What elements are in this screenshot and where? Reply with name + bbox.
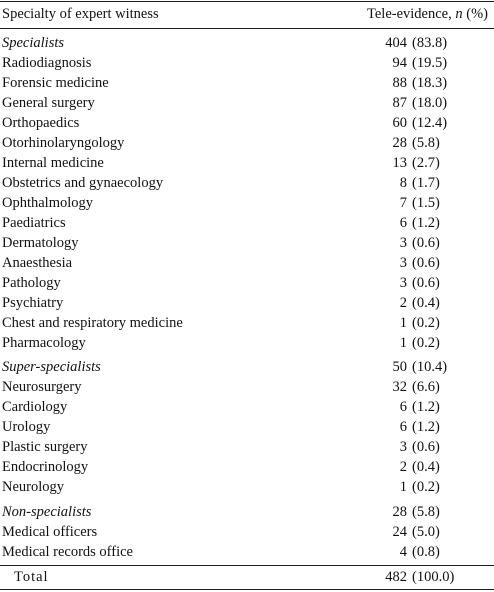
total-percent: (100.0) (412, 569, 455, 585)
specialty-label: Ophthalmology (2, 195, 94, 211)
count-value: 24 (392, 524, 407, 540)
total-row (0, 567, 494, 587)
table-row (0, 193, 494, 213)
table-row (0, 437, 494, 457)
count-value: 88 (392, 75, 407, 91)
top-rule (0, 1, 494, 2)
group-label: Super-specialists (2, 359, 101, 375)
table-row (0, 313, 494, 333)
group-label: Non-specialists (2, 504, 92, 520)
percent-value: (19.5) (412, 55, 448, 71)
count-value: 4 (399, 544, 407, 560)
total-label: Total (14, 569, 49, 585)
percent-value: (0.4) (412, 459, 440, 475)
count-value: 6 (399, 399, 407, 415)
specialty-label: Neurology (2, 479, 65, 495)
table-row (0, 477, 494, 497)
total-rule (0, 565, 494, 566)
specialty-label: Orthopaedics (2, 115, 80, 131)
percent-value: (0.4) (412, 295, 440, 311)
table-row (0, 213, 494, 233)
specialty-label: Anaesthesia (2, 255, 73, 271)
percent-value: (0.6) (412, 275, 440, 291)
specialty-label: Radiodiagnosis (2, 55, 92, 71)
count-value: 3 (399, 235, 407, 251)
percent-value: (6.6) (412, 379, 440, 395)
percent-value: (0.2) (412, 315, 440, 331)
specialty-label: Medical officers (2, 524, 98, 540)
count-value: 87 (392, 95, 407, 111)
specialty-label: Internal medicine (2, 155, 104, 171)
total-count: 482 (385, 569, 407, 585)
count-value: 3 (399, 255, 407, 271)
percent-value: (1.2) (412, 215, 440, 231)
group-count: 404 (385, 35, 407, 51)
count-value: 2 (399, 459, 407, 475)
specialty-label: Endocrinology (2, 459, 89, 475)
table-row (0, 522, 494, 542)
percent-value: (5.0) (412, 524, 440, 540)
table-row (0, 233, 494, 253)
percent-value: (1.5) (412, 195, 440, 211)
specialty-label: Pathology (2, 275, 61, 291)
specialty-column-header: Specialty of expert witness (2, 6, 159, 22)
table-row (0, 273, 494, 293)
count-value: 28 (392, 135, 407, 151)
percent-value: (0.8) (412, 544, 440, 560)
group-row-non-specialists (0, 502, 494, 522)
specialty-label: Medical records office (2, 544, 133, 560)
percent-value: (5.8) (412, 135, 440, 151)
table-row (0, 397, 494, 417)
table-row (0, 293, 494, 313)
percent-value: (1.2) (412, 399, 440, 415)
count-value: 1 (399, 315, 407, 331)
table-row (0, 153, 494, 173)
table-row (0, 542, 494, 562)
group-row-specialists (0, 33, 494, 53)
count-value: 3 (399, 439, 407, 455)
percent-value: (18.3) (412, 75, 448, 91)
tele-evidence-column-header: Tele-evidence, n (%) (367, 6, 488, 22)
count-value: 7 (399, 195, 407, 211)
specialty-label: Psychiatry (2, 295, 64, 311)
percent-value: (0.6) (412, 255, 440, 271)
table-row (0, 377, 494, 397)
group-count: 50 (392, 359, 407, 375)
percent-value: (0.2) (412, 479, 440, 495)
table-row (0, 113, 494, 133)
table-row (0, 417, 494, 437)
table-row (0, 457, 494, 477)
specialty-label: Cardiology (2, 399, 68, 415)
specialty-label: Urology (2, 419, 51, 435)
group-row-super-specialists (0, 357, 494, 377)
header-rule (0, 28, 494, 29)
table-row (0, 53, 494, 73)
count-value: 94 (392, 55, 407, 71)
table-row (0, 333, 494, 353)
percent-value: (18.0) (412, 95, 448, 111)
count-value: 13 (392, 155, 407, 171)
count-value: 1 (399, 479, 407, 495)
table-row (0, 73, 494, 93)
percent-value: (0.6) (412, 235, 440, 251)
percent-value: (12.4) (412, 115, 448, 131)
group-count: 28 (392, 504, 407, 520)
count-value: 2 (399, 295, 407, 311)
count-value: 6 (399, 215, 407, 231)
count-value: 6 (399, 419, 407, 435)
specialty-label: Neurosurgery (2, 379, 82, 395)
count-value: 60 (392, 115, 407, 131)
table-header-row (0, 4, 494, 24)
group-percent: (5.8) (412, 504, 440, 520)
specialty-label: General surgery (2, 95, 95, 111)
group-percent: (10.4) (412, 359, 448, 375)
count-value: 8 (399, 175, 407, 191)
specialty-label: Pharmacology (2, 335, 86, 351)
group-percent: (83.8) (412, 35, 448, 51)
group-label: Specialists (2, 35, 65, 51)
table-row (0, 173, 494, 193)
specialty-label: Chest and respiratory medicine (2, 315, 183, 331)
table-row (0, 253, 494, 273)
percent-value: (1.7) (412, 175, 440, 191)
specialty-label: Otorhinolaryngology (2, 135, 125, 151)
count-value: 3 (399, 275, 407, 291)
percent-value: (0.2) (412, 335, 440, 351)
percent-value: (2.7) (412, 155, 440, 171)
specialty-label: Dermatology (2, 235, 79, 251)
table-row (0, 133, 494, 153)
specialty-label: Forensic medicine (2, 75, 109, 91)
count-value: 32 (392, 379, 407, 395)
table-row (0, 93, 494, 113)
percent-value: (1.2) (412, 419, 440, 435)
specialty-label: Obstetrics and gynaecology (2, 175, 164, 191)
specialty-label: Plastic surgery (2, 439, 88, 455)
specialty-label: Paediatrics (2, 215, 66, 231)
count-value: 1 (399, 335, 407, 351)
percent-value: (0.6) (412, 439, 440, 455)
bottom-rule (0, 589, 494, 590)
